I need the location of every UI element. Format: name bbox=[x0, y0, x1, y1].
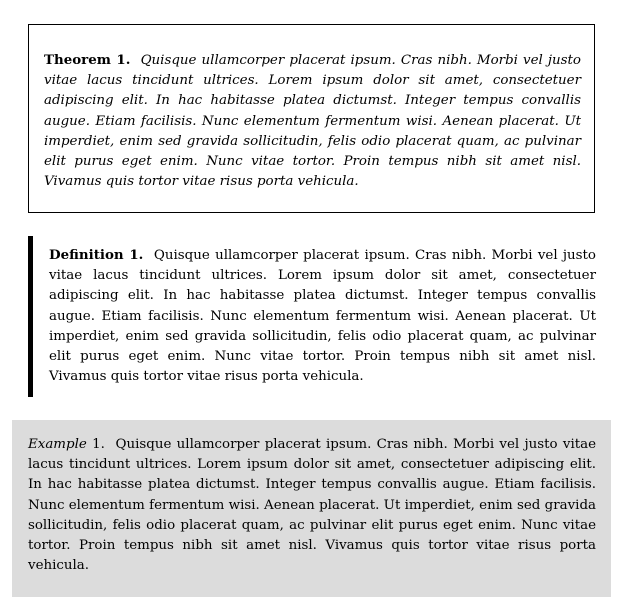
theorem-body: Quisque ullamcorper placerat ipsum. Cras nibh. Morbi vel justo vitae lacus tincidunt ultrices. Lorem ipsum dolor sit amet, consectetuer adipiscing elit. In hac habitasse platea dictumst. Integer tempus convallis augue. Etiam facilisis. Nunc elementum fermentum wisi. Aenean placerat. Ut imperdiet, enim sed gravida sollicitudin, felis odio placerat quam, ac pulvinar elit purus eget enim. Nunc vitae tortor. Proin tempus nibh sit amet nisl. Vivamus quis tortor vitae risus porta vehicula. bbox=[44, 53, 581, 190]
theorem-box bbox=[28, 24, 595, 213]
example-paragraph bbox=[28, 435, 596, 576]
example-body: Quisque ullamcorper placerat ipsum. Cras nibh. Morbi vel justo vitae lacus tincidunt ultrices. Lorem ipsum dolor sit amet, consectetuer adipiscing elit. In hac habitasse platea dictumst. Integer tempus convallis augue. Etiam facilisis. Nunc elementum fermentum wisi. Aenean placerat. Ut imperdiet, enim sed gravida sollicitudin, felis odio placerat quam, ac pulvinar elit purus eget enim. Nunc vitae tortor. Proin tempus nibh sit amet nisl. Vivamus quis tortor vitae risus porta vehicula. bbox=[28, 437, 597, 574]
definition-label: Definition 1. bbox=[49, 247, 144, 263]
example-number: 1. bbox=[92, 437, 105, 452]
definition-left-bar bbox=[28, 236, 33, 397]
definition-block bbox=[28, 236, 597, 397]
example-box bbox=[12, 420, 611, 597]
theorem-paragraph bbox=[44, 50, 581, 192]
definition-paragraph bbox=[49, 245, 596, 387]
theorem-label: Theorem 1. bbox=[44, 52, 131, 68]
example-label: Example bbox=[28, 437, 87, 452]
definition-body: Quisque ullamcorper placerat ipsum. Cras nibh. Morbi vel justo vitae lacus tincidunt ultrices. Lorem ipsum dolor sit amet, consectetuer adipiscing elit. In hac habitasse platea dictumst. Integer tempus convallis augue. Etiam facilisis. Nunc elementum fermentum wisi. Aenean placerat. Ut imperdiet, enim sed gravida sollicitudin, felis odio placerat quam, ac pulvinar elit purus eget enim. Nunc vitae tortor. Proin tempus nibh sit amet nisl. Vivamus quis tortor vitae risus porta vehicula. bbox=[49, 248, 596, 385]
